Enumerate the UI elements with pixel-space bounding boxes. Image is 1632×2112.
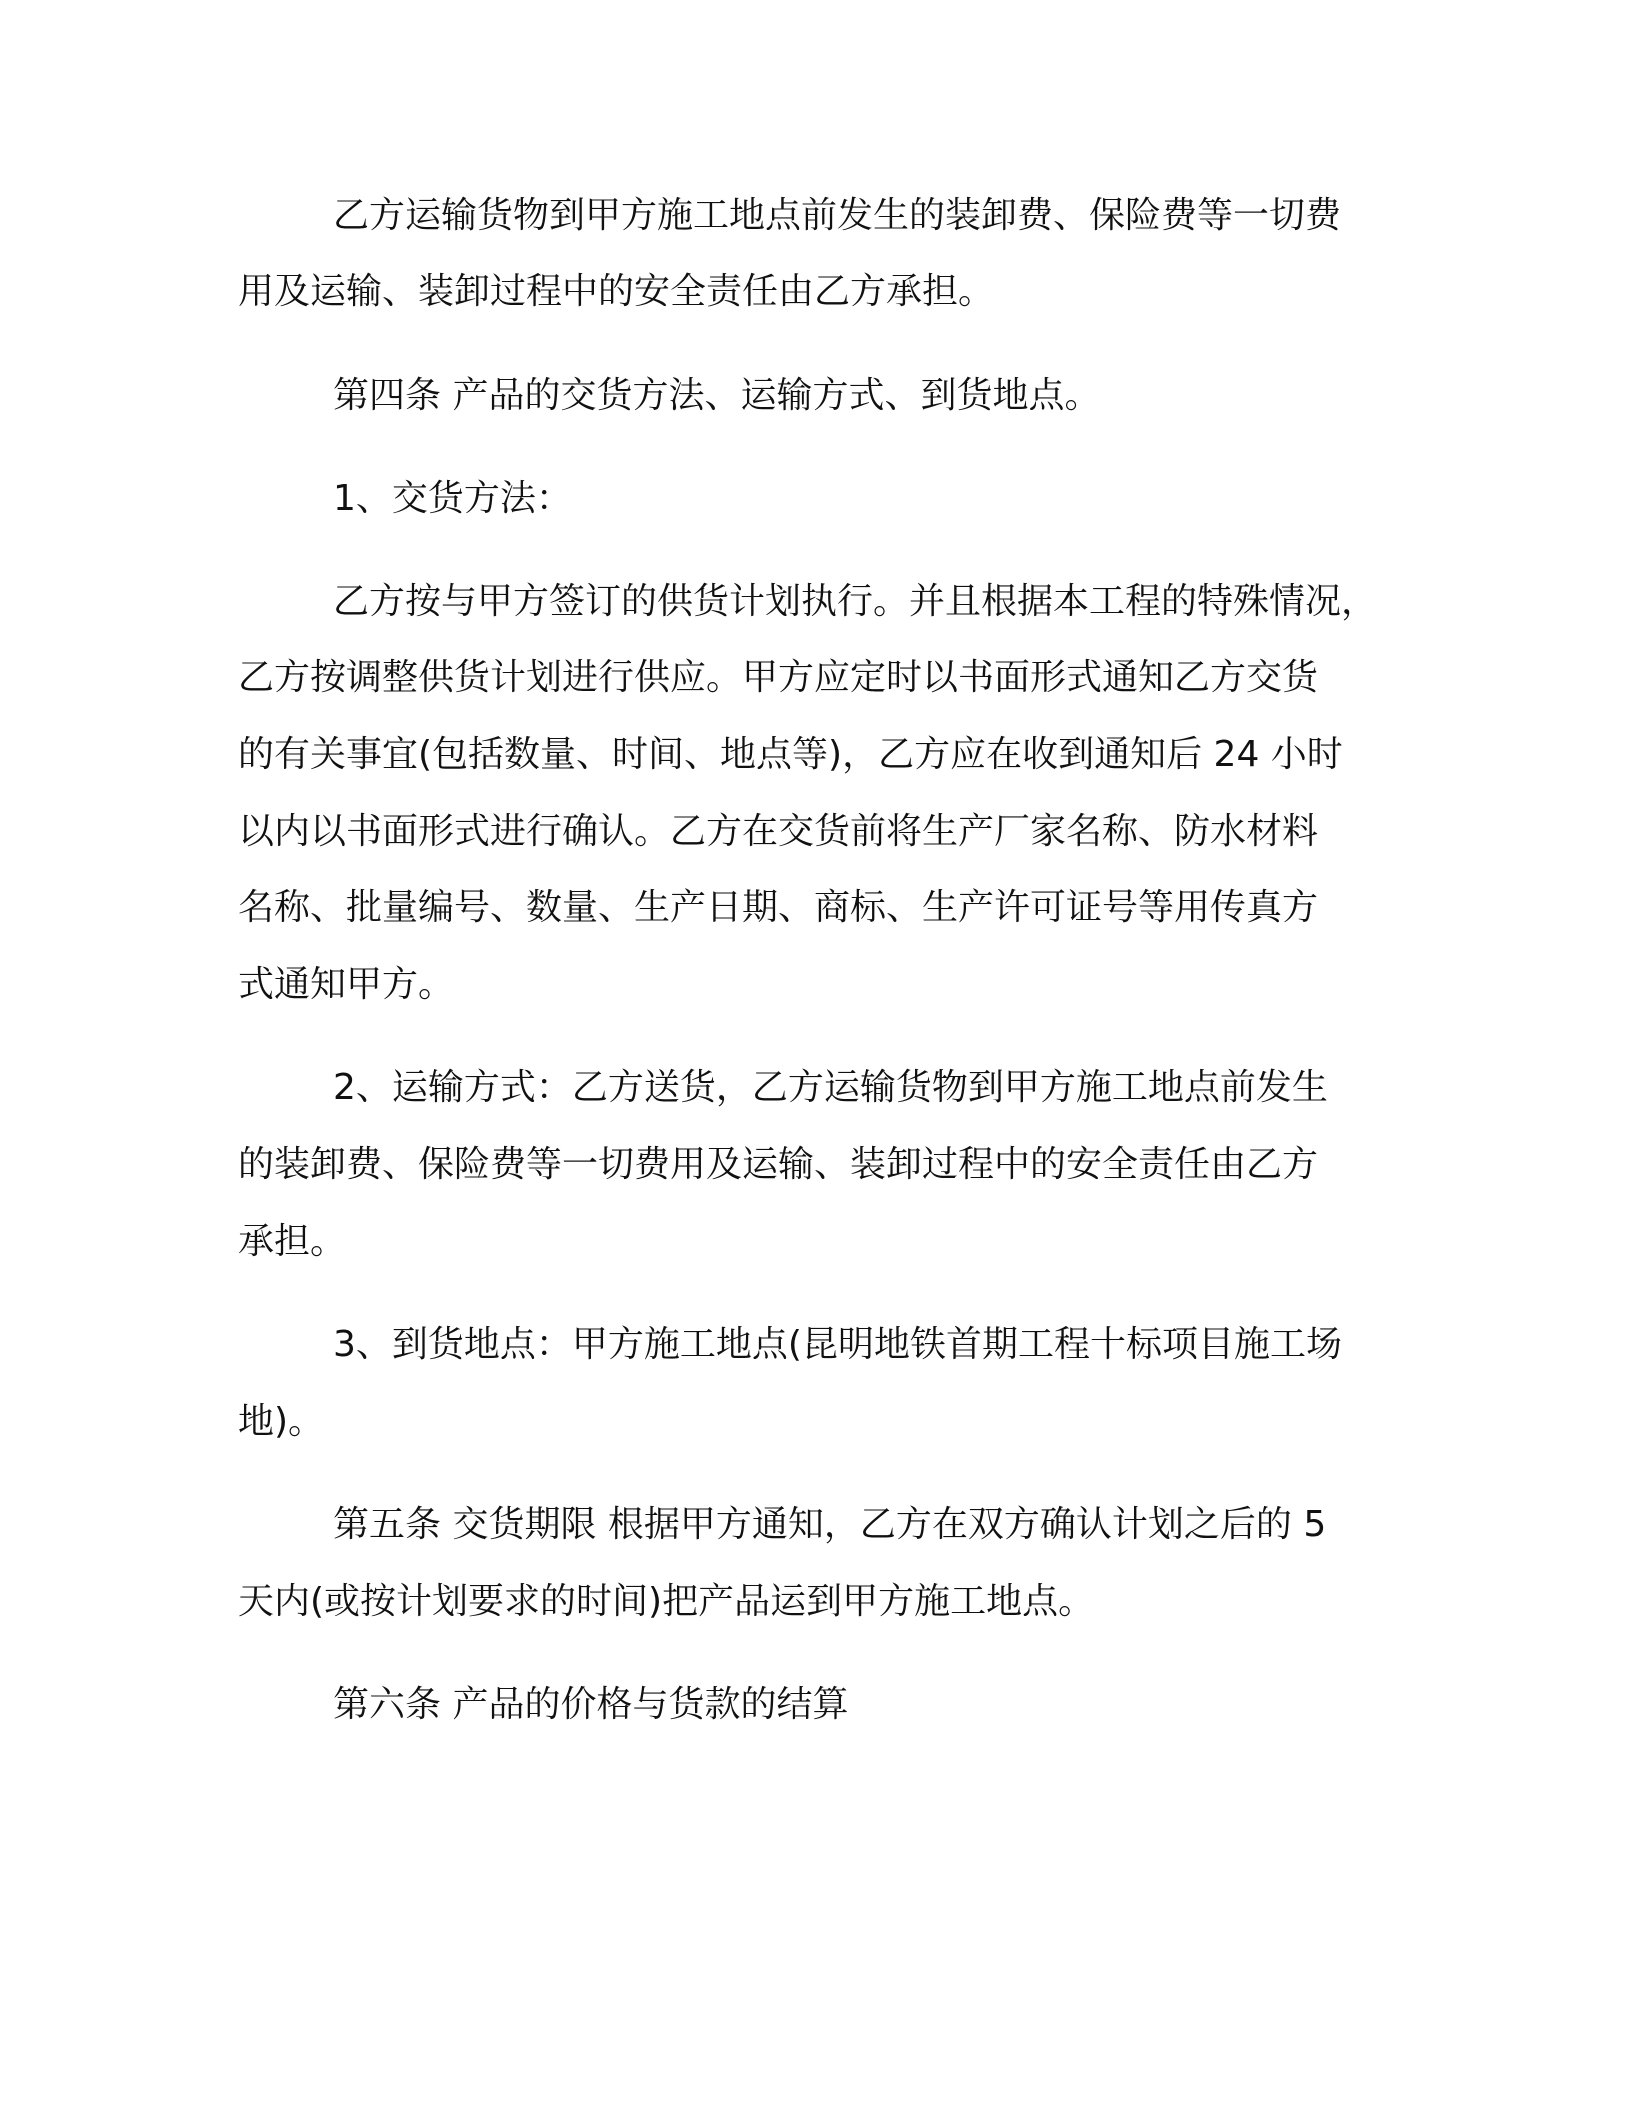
arrival-location-line-2: 地)。 xyxy=(238,1401,325,1442)
delivery-method-line-3: 的有关事宜(包括数量、时间、地点等)，乙方应在收到通知后 24 小时 xyxy=(238,734,1343,775)
transport-method-line-2: 的装卸费、保险费等一切费用及运输、装卸过程中的安全责任由乙方 xyxy=(238,1144,1319,1185)
paragraph-1-line-1: 乙方运输货物到甲方施工地点前发生的装卸费、保险费等一切费 xyxy=(333,195,1342,236)
arrival-location-line-1: 3、到货地点：甲方施工地点(昆明地铁首期工程十标项目施工场 xyxy=(333,1324,1342,1365)
delivery-method-line-4: 以内以书面形式进行确认。乙方在交货前将生产厂家名称、防水材料 xyxy=(238,811,1319,852)
delivery-method-line-2: 乙方按调整供货计划进行供应。甲方应定时以书面形式通知乙方交货 xyxy=(238,657,1319,698)
transport-method-line-1: 2、运输方式：乙方送货，乙方运输货物到甲方施工地点前发生 xyxy=(333,1067,1328,1108)
delivery-method-line-1: 乙方按与甲方签订的供货计划执行。并且根据本工程的特殊情况， xyxy=(333,581,1378,622)
article-4-heading: 第四条 产品的交货方法、运输方式、到货地点。 xyxy=(333,375,1101,416)
delivery-method-line-6: 式通知甲方。 xyxy=(238,964,455,1005)
article-6-heading: 第六条 产品的价格与货款的结算 xyxy=(333,1684,849,1725)
transport-method-line-3: 承担。 xyxy=(238,1221,347,1262)
article-5-line-2: 天内(或按计划要求的时间)把产品运到甲方施工地点。 xyxy=(238,1581,1095,1622)
paragraph-1-line-2: 用及运输、装卸过程中的安全责任由乙方承担。 xyxy=(238,271,995,312)
delivery-method-heading: 1、交货方法： xyxy=(333,478,572,519)
delivery-method-line-5: 名称、批量编号、数量、生产日期、商标、生产许可证号等用传真方 xyxy=(238,887,1319,928)
article-5-line-1: 第五条 交货期限 根据甲方通知，乙方在双方确认计划之后的 5 xyxy=(333,1504,1327,1545)
